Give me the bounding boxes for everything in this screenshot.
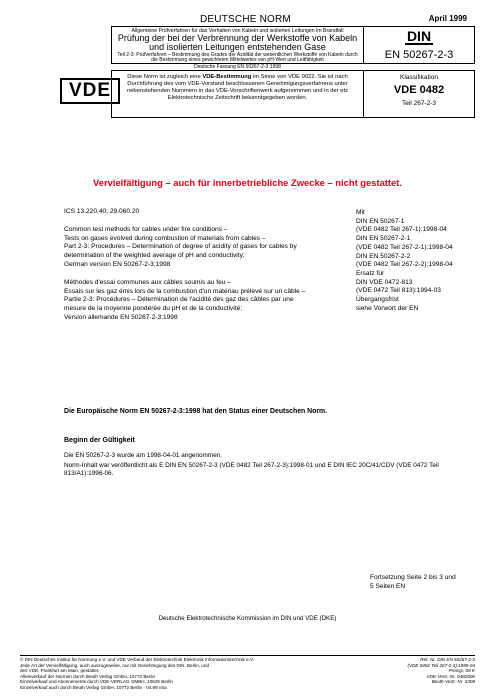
french-title <box>64 279 354 323</box>
footer-divider <box>20 655 475 656</box>
din-logo: DIN <box>406 28 432 44</box>
copy-warning: Vervielfältigung – auch für innerbetriebliche Zwecke – nicht gestattet. <box>93 177 402 188</box>
footer-line: Einzelverkauf auch durch Beuth Verlag GmbH, 10772 Berlin · 04.99 vSa <box>20 684 167 690</box>
klassifikation-teil: Teil 267-2-3 <box>402 100 436 107</box>
commission-name: Deutsche Elektrotechnische Kommission im DIN und VDE (DKE) <box>158 615 337 622</box>
validity-heading: Beginn der Gültigkeit <box>64 437 135 444</box>
footer-ref-line: (VDE 0482 Teil 267-2-3):1999-04 <box>407 662 475 668</box>
validity-text <box>64 452 480 480</box>
klassifikation-label: Klassifikation <box>400 74 438 81</box>
related-line: DIN EN 50267-1 <box>356 217 405 225</box>
french-line: Version allemande EN 50267-2-3:1998 <box>64 313 178 321</box>
footer-copyright <box>20 657 360 690</box>
related-line: (VDE 0482 Teil 267-1):1998-04 <box>356 226 447 234</box>
header-bar <box>60 14 475 26</box>
footer-ref-line: Ref. Nr. DIN EN 50267-2-3 <box>420 657 475 662</box>
french-line: Partie 2-3: Procédures – Détermination de l'acidité des gaz des câbles par une <box>64 296 294 304</box>
related-line: DIN EN 50267-2-2 <box>356 252 411 260</box>
title-line-4: Deutsche Fassung EN 50267-2-3:1998 <box>194 63 281 70</box>
publication-date: April 1999 <box>428 14 467 23</box>
klassifikation-vde: VDE 0482 <box>393 84 445 96</box>
footer-line: Alleinverkauf der Normen durch Beuth Verlag GmbH, 10772 Berlin <box>20 673 156 679</box>
validity-paragraph-2: Norm-Inhalt war veröffentlicht als E DIN EN 50267-2-3 (VDE 0482 Teil 267-2-3):1998-01 und E DIN IEC 20C/41/CDV (VDE 0472 Teil 813/A1):1996-06. <box>64 461 439 478</box>
standard-label: DEUTSCHE NORM <box>200 14 291 25</box>
footer-line: © DIN Deutsches Institut für Normung e.V. und VDE Verband der Elektrotechnik Elektronik Informationstechnik e.V. <box>20 657 254 662</box>
english-line: Part 2-3: Procedures – Determination of degree of acidity of gases for cables by <box>64 243 297 251</box>
title-translations <box>64 208 354 332</box>
english-line: Tests on gases evolved during combustion of materials from cables – <box>64 234 266 242</box>
english-line: German version EN 50267-2-3:1998 <box>64 260 171 268</box>
related-standards <box>356 209 476 313</box>
din-number: EN 50267-2-3 <box>384 49 454 61</box>
footer-line: Einzelverkauf und Abonnements durch VDE-VERLAG GMBH, 10625 Berlin <box>20 679 173 684</box>
related-line: (VDE 0482 Teil 267-2-2):1998-04 <box>356 261 453 269</box>
english-line: determination of the weighted average of pH and conductivity; <box>64 252 245 260</box>
title-line-1: Allgemeine Prüfverfahren für das Verhalten von Kabeln und isolierten Leitungen im Brandfall <box>131 28 344 34</box>
footer-ref-line: VDE-Vertr.-Nr. 0482006 <box>426 673 475 679</box>
footer-reference <box>365 657 475 685</box>
french-line: mesure de la moyenne pondérée du pH et de la conductivité; <box>64 305 243 313</box>
related-line: Ersatz für <box>356 269 385 277</box>
validity-paragraph-1: Die EN 50267-2-3 wurde am 1998-04-01 angenommen. <box>64 452 223 459</box>
notice-part-2: im Sinne von VDE 0022. Sie ist nach Durchführung des vom VDE-Vorstand beschlossenen Genehmigungsverfahrens unter nebenstehenden Nummern in das VDE-Vorschriftenwerk aufgenommen und in der etz Elektrotechnische Zeitschrift bekanntgegeben worden. <box>126 74 349 101</box>
footer-ref-line: Preisgr. 08 K <box>448 668 475 673</box>
notice-bold: VDE-Bestimmung <box>202 74 252 80</box>
related-line: Übergangsfrist <box>356 296 399 304</box>
french-line: Méthodes d'essai communes aux câbles soumis au feu – <box>64 278 231 286</box>
related-line: DIN VDE 0472-813 <box>356 278 413 286</box>
title-line-3: Teil 2-3: Prüfverfahren – Bestimmung des Grades der Azidität der wesentlichen Werkstoffe von Kabeln durch die Bestimmung eines gewichteten Mittelwertes von pH-Wert und Leitfähigkeit <box>117 52 358 64</box>
related-line: siehe Vorwort der EN <box>356 304 419 312</box>
french-line: Essais sur les gaz émis lors de la combustion d'un matériau prélevé sur un câble – <box>64 287 306 295</box>
vde-logo: VDE <box>60 78 120 104</box>
din-box <box>364 26 475 64</box>
status-statement: Die Europäische Norm EN 50267-2-3:1998 hat den Status einer Deutschen Norm. <box>64 408 328 415</box>
related-line: DIN EN 50267-2-1 <box>356 235 411 243</box>
continuation-line: Fortsetzung Seite 2 bis 3 und <box>370 574 456 581</box>
continuation-note <box>370 574 480 591</box>
title-box <box>111 26 364 70</box>
english-title <box>64 226 354 270</box>
footer-line: des VDE, Frankfurt am Main, gestattet. <box>20 668 100 673</box>
vde-notice <box>111 70 364 118</box>
header-row-2 <box>20 64 475 124</box>
footer-line: Jede Art der Vervielfältigung, auch auszugsweise, nur mit Genehmigung des DIN, Berlin, und <box>20 662 209 668</box>
notice-part-1: Diese Norm ist zugleich eine <box>127 74 203 80</box>
klassifikation-box <box>364 70 475 118</box>
related-line: (VDE 0472 Teil 813):1994-03 <box>356 287 441 295</box>
related-line: Mit <box>356 209 365 216</box>
title-main: Prüfung der bei der Verbrennung der Werkstoffe von Kabeln und isolierten Leitungen entstehenden Gase <box>117 33 358 52</box>
related-line: (VDE 0482 Teil 267-2-1):1998-04 <box>356 243 453 251</box>
ics-codes: ICS 13.220.40; 29.060.20 <box>64 208 140 215</box>
footer-ref-line: Beuth-Vertr.-Nr. 3308 <box>431 679 475 684</box>
english-line: Common test methods for cables under fire conditions – <box>64 225 228 233</box>
continuation-line: 5 Seiten EN <box>370 582 406 590</box>
